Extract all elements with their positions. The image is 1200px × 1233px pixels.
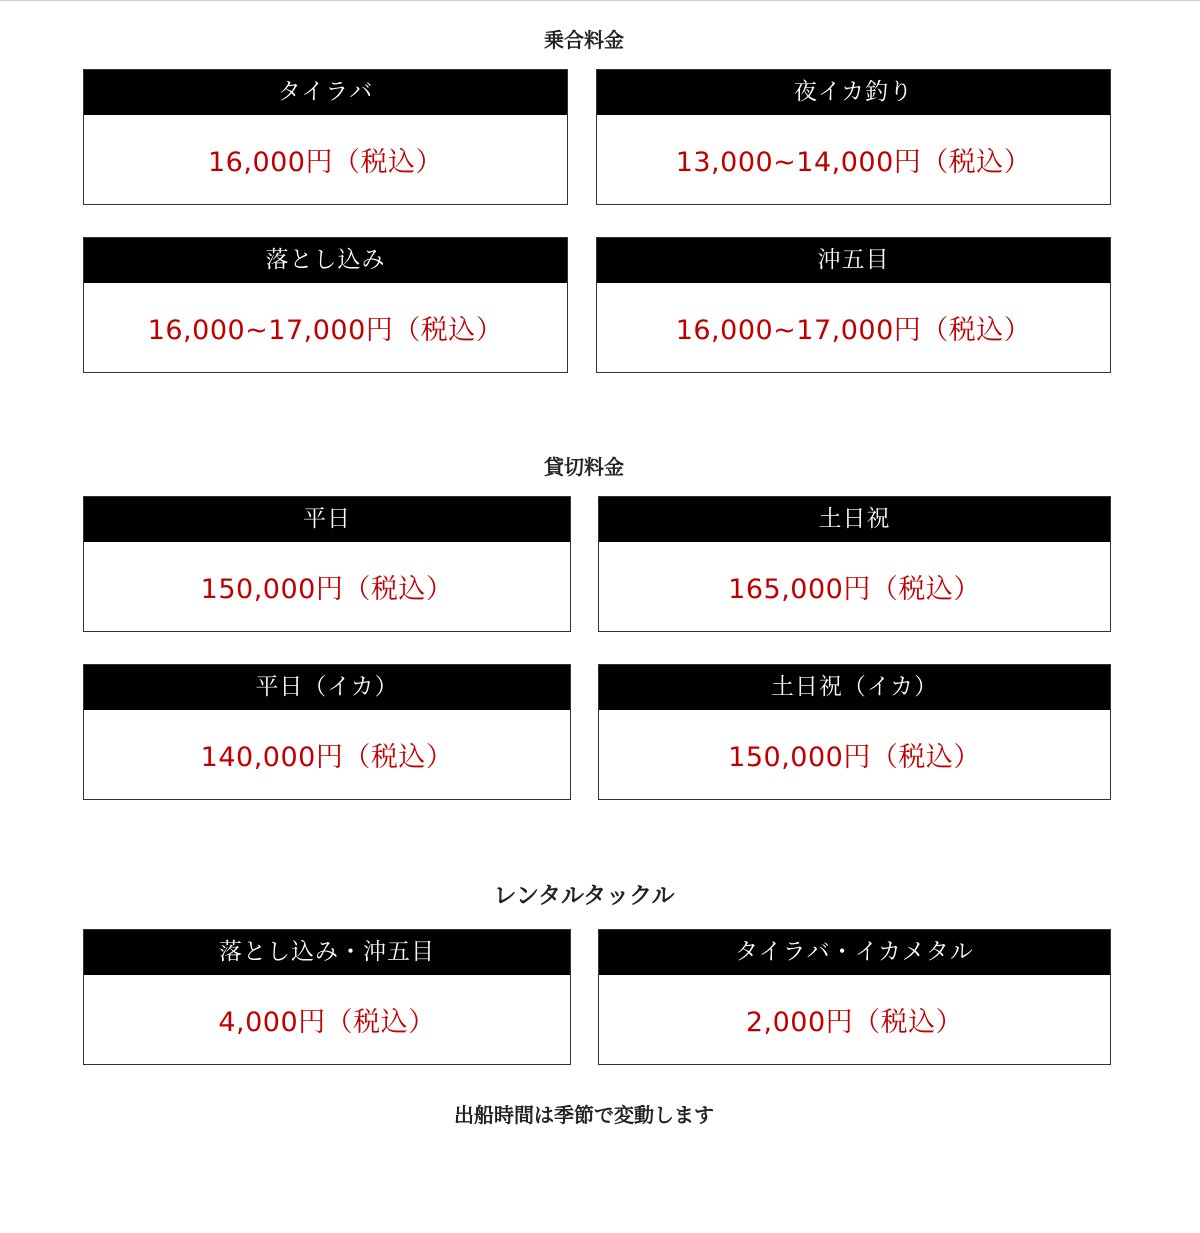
card-price: 140,000円（税込） — [200, 741, 454, 773]
card-label: 夜イカ釣り — [597, 70, 1110, 115]
departure-time-note: 出船時間は季節で変動します — [454, 1103, 714, 1127]
price-card-weekend-squid — [598, 664, 1111, 800]
joint-fare-title: 乗合料金 — [544, 28, 624, 52]
price-card-rental-tairaba — [598, 929, 1111, 1065]
price-card-weekday — [83, 496, 571, 632]
card-price: 13,000~14,000円（税込） — [675, 146, 1032, 178]
card-label: 平日（イカ） — [84, 665, 570, 710]
price-card-rental-otoshikomi — [83, 929, 571, 1065]
price-card-tairaba — [83, 69, 568, 205]
price-card-okigomoku — [596, 237, 1111, 373]
card-price: 16,000~17,000円（税込） — [675, 314, 1032, 346]
card-label: 落とし込み — [84, 238, 567, 283]
card-price: 16,000円（税込） — [208, 146, 443, 178]
price-card-weekday-squid — [83, 664, 571, 800]
card-label: 土日祝 — [599, 497, 1110, 542]
price-card-weekend — [598, 496, 1111, 632]
charter-fare-title: 貸切料金 — [544, 455, 624, 479]
card-label: タイラバ・イカメタル — [599, 930, 1110, 975]
card-label: 落とし込み・沖五目 — [84, 930, 570, 975]
card-label: タイラバ — [84, 70, 567, 115]
card-label: 沖五目 — [597, 238, 1110, 283]
rental-tackle-title: レンタルタックル — [493, 883, 675, 909]
card-price: 16,000~17,000円（税込） — [147, 314, 504, 346]
card-price: 2,000円（税込） — [745, 1006, 964, 1038]
card-label: 土日祝（イカ） — [599, 665, 1110, 710]
card-label: 平日 — [84, 497, 570, 542]
price-card-otoshikomi — [83, 237, 568, 373]
top-divider — [0, 0, 1200, 1]
card-price: 150,000円（税込） — [200, 573, 454, 605]
card-price: 4,000円（税込） — [218, 1006, 436, 1038]
card-price: 150,000円（税込） — [728, 741, 981, 773]
price-card-night-squid — [596, 69, 1111, 205]
card-price: 165,000円（税込） — [728, 573, 981, 605]
